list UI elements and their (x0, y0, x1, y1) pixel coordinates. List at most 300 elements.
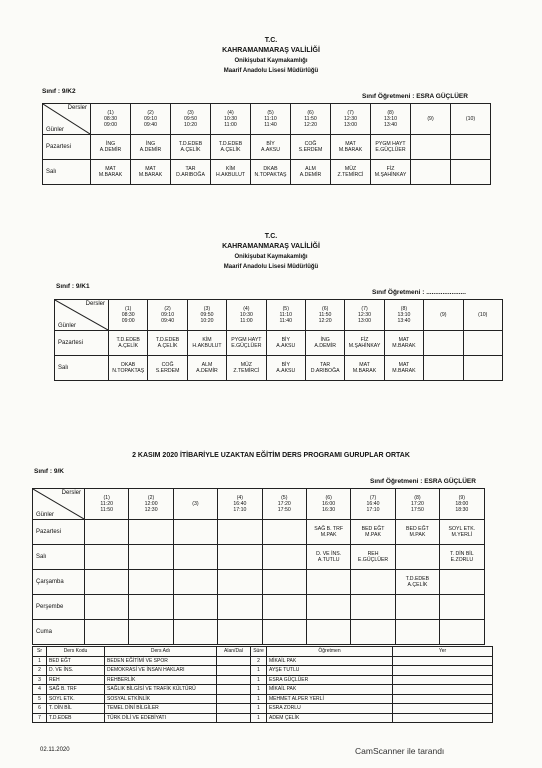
lesson-cell (463, 356, 502, 381)
scanner-watermark: CamScanner ile tarandı (355, 746, 445, 756)
legend-empty-cell (393, 675, 493, 685)
corner-label-lessons: Dersler (67, 105, 87, 111)
lesson-cell (351, 595, 395, 620)
lesson-cell (291, 160, 331, 185)
lesson-cell (371, 135, 411, 160)
lesson-cell (91, 160, 131, 185)
period-start: 09:10 (144, 116, 157, 122)
table-row (33, 685, 493, 695)
legend-teacher: ADEM ÇELİK (267, 713, 393, 723)
legend-teacher: ESRA ZORLU (267, 704, 393, 714)
legend-empty-cell (217, 713, 251, 723)
lesson-cell (306, 545, 350, 570)
teacher-name: H.AKBULUT (215, 172, 246, 178)
lesson-cell (85, 595, 129, 620)
legend-empty-cell (393, 713, 493, 723)
period-start: 12:30 (358, 312, 372, 318)
remote-schedule-table (32, 488, 485, 645)
lesson-code: COĞ (304, 141, 317, 147)
legend-code: D. VE İNS. (47, 666, 105, 676)
period-header (129, 489, 173, 520)
teacher-name: A.DEMİR (139, 147, 162, 153)
lesson-cell (171, 135, 211, 160)
header-district: Onikişubat Kaymakamlığı (234, 254, 308, 260)
course-legend-table (32, 646, 493, 723)
period-end: 11:00 (224, 122, 237, 128)
period-end: 09:00 (104, 122, 117, 128)
lesson-cell (131, 135, 171, 160)
lesson-cell (371, 160, 411, 185)
period-start: 09:10 (161, 312, 175, 318)
lesson-cell (173, 595, 217, 620)
period-end: 18:30 (455, 507, 469, 513)
lesson-cell (187, 331, 226, 356)
lesson-cell (262, 570, 306, 595)
day-name: Cuma (33, 620, 85, 645)
period-header (211, 104, 251, 135)
legend-header-teacher: Öğretmen (267, 647, 393, 657)
lesson-cell (305, 331, 344, 356)
header-corner-cell (43, 104, 91, 135)
lesson-cell (218, 620, 262, 645)
period-header (440, 489, 484, 520)
period-header (351, 489, 395, 520)
lesson-cell (173, 545, 217, 570)
legend-empty-cell (217, 704, 251, 714)
period-end: 13:40 (384, 122, 397, 128)
class-label-k1: Sınıf : 9/K1 (56, 283, 90, 290)
period-start: 11:10 (264, 116, 277, 122)
lesson-cell (440, 520, 484, 545)
day-name: Salı (43, 160, 91, 185)
lesson-code: T.D.EDEB (155, 337, 180, 343)
lesson-cell (266, 331, 305, 356)
lesson-code: BED EĞT (406, 526, 429, 532)
period-n: (1) (125, 306, 132, 312)
legend-code: REH (47, 675, 105, 685)
table-row (33, 545, 485, 570)
lesson-cell (109, 356, 148, 381)
lesson-code: BİY (281, 362, 290, 368)
lesson-code: İNG (145, 141, 156, 147)
period-header (463, 300, 502, 331)
lesson-code: T.D.EDEB (116, 337, 140, 343)
remote-title: 2 KASIM 2020 İTİBARİYLE UZAKTAN EĞİTİM DERS PROGRAMI GURUPLAR ORTAK (132, 452, 410, 459)
teacher-name: E.GÜÇLÜER (231, 343, 262, 349)
class-teacher-k (370, 478, 476, 485)
lesson-cell (345, 356, 384, 381)
lesson-code: REH (367, 551, 379, 557)
legend-header-place: Yer (393, 647, 493, 657)
period-end: 11:40 (279, 318, 293, 324)
teacher-name: E.GÜÇLÜER (357, 557, 389, 563)
teacher-name: S.ERDEM (155, 368, 180, 374)
legend-empty-cell (217, 666, 251, 676)
table-row (43, 160, 491, 185)
legend-name: REHBERLİK (105, 675, 217, 685)
period-n: (9) (458, 495, 465, 501)
lesson-cell (351, 570, 395, 595)
period-start: 10:30 (224, 116, 237, 122)
table-row (33, 713, 493, 723)
header-tc: T.C. (264, 233, 278, 240)
lesson-cell (227, 331, 266, 356)
period-header (345, 300, 384, 331)
table-row (33, 520, 485, 545)
lesson-code: BİY (266, 141, 275, 147)
teacher-name: H.AKBULUT (192, 343, 222, 349)
period-n: (3) (203, 306, 211, 312)
lesson-code: TAR (320, 362, 331, 368)
lesson-cell (171, 160, 211, 185)
class-teacher-caption: Sınıf Öğretmeni : (372, 289, 425, 296)
lesson-cell (262, 620, 306, 645)
period-end: 11:00 (240, 318, 253, 324)
teacher-name: M.ŞAHİNKAY (348, 343, 381, 349)
period-end: 17:50 (277, 507, 291, 513)
period-header (91, 104, 131, 135)
legend-empty-cell (217, 685, 251, 695)
teacher-name: E.ZORLU (450, 557, 474, 563)
header-block-2 (0, 232, 542, 272)
teacher-name: D.ARIBOĞA (176, 172, 205, 178)
lesson-cell (262, 520, 306, 545)
legend-hours: 1 (251, 713, 267, 723)
table-row (33, 694, 493, 704)
period-n: (10) (478, 312, 488, 318)
teacher-name: M.BARAK (98, 172, 123, 178)
period-start: 08:30 (121, 312, 135, 318)
table-row (33, 595, 485, 620)
period-header (306, 489, 350, 520)
legend-sr: 4 (33, 685, 47, 695)
teacher-name: A.DEMİR (196, 368, 218, 374)
lesson-cell (85, 520, 129, 545)
lesson-cell (395, 520, 439, 545)
lesson-cell (395, 620, 439, 645)
lesson-code: İNG (320, 337, 330, 343)
period-n: (7) (361, 306, 368, 312)
lesson-cell (384, 331, 423, 356)
schedule-table-k2 (42, 103, 491, 185)
lesson-code: T.D.EDEB (178, 141, 203, 147)
teacher-name: N.TOPAKTAŞ (112, 368, 145, 374)
legend-empty-cell (393, 704, 493, 714)
lesson-cell (306, 620, 350, 645)
legend-name: SAĞLIK BİLGİSİ VE TRAFİK KÜLTÜRÜ (105, 685, 217, 695)
lesson-cell (440, 620, 484, 645)
period-header (227, 300, 266, 331)
period-start: 18:00 (455, 501, 469, 507)
day-name: Salı (33, 545, 85, 570)
period-end: 09:40 (144, 122, 157, 128)
teacher-name: Z.TEMİRCİ (233, 368, 260, 374)
legend-empty-cell (393, 694, 493, 704)
lesson-cell (262, 595, 306, 620)
period-end: 17:50 (410, 507, 424, 513)
period-start: 17:20 (277, 501, 291, 507)
teacher-name: A.AKSU (260, 147, 281, 153)
header-school: Maarif Anadolu Lisesi Müdürlüğü (223, 68, 319, 74)
period-n: (8) (414, 495, 421, 501)
period-start: 09:50 (184, 116, 197, 122)
lesson-cell (251, 160, 291, 185)
schedule-table-k1 (54, 299, 503, 381)
lesson-code: KİM (225, 166, 236, 172)
class-teacher-name: ESRA GÜÇLÜER (416, 93, 468, 100)
lesson-cell (129, 520, 173, 545)
header-governorship: KAHRAMANMARAŞ VALİLİĞİ (222, 243, 320, 250)
lesson-cell (395, 545, 439, 570)
legend-header-sr: Sr (33, 647, 47, 657)
legend-empty-cell (217, 694, 251, 704)
period-end: 16:30 (322, 507, 336, 513)
lesson-cell (351, 620, 395, 645)
period-start: 08:30 (104, 116, 117, 122)
period-header (85, 489, 129, 520)
legend-name: TEMEL DİNİ BİLGİLER (105, 704, 217, 714)
corner-label-lessons: Dersler (61, 490, 81, 496)
period-header (424, 300, 463, 331)
lesson-cell (395, 595, 439, 620)
legend-name: BEDEN EĞİTİMİ VE SPOR (105, 656, 217, 666)
period-end: 13:00 (358, 318, 372, 324)
lesson-cell (306, 570, 350, 595)
legend-empty-cell (217, 656, 251, 666)
lesson-cell (411, 160, 451, 185)
teacher-name: M.PAK (320, 532, 337, 538)
period-header (266, 300, 305, 331)
lesson-cell (211, 160, 251, 185)
lesson-cell (262, 545, 306, 570)
period-n: (3) (187, 110, 194, 116)
teacher-name: A.DEMİR (299, 172, 322, 178)
lesson-cell (451, 135, 491, 160)
period-header (371, 104, 411, 135)
legend-name: TÜRK DİLİ VE EDEBİYATI (105, 713, 217, 723)
corner-label-days: Günler (46, 127, 65, 133)
lesson-cell (424, 331, 463, 356)
lesson-cell (440, 570, 484, 595)
document-date: 02.11.2020 (40, 747, 70, 753)
lesson-cell (187, 356, 226, 381)
lesson-cell (148, 331, 187, 356)
table-row (43, 135, 491, 160)
legend-header-altdal: Alan/Dal (217, 647, 251, 657)
class-label-k2: Sınıf : 9/K2 (42, 88, 76, 95)
period-header (262, 489, 306, 520)
teacher-name: M.BARAK (392, 343, 416, 349)
lesson-cell (306, 520, 350, 545)
period-header (411, 104, 451, 135)
class-teacher-name: ESRA GÜÇLÜER (424, 478, 476, 485)
header-corner-cell (33, 489, 85, 520)
period-n: (2) (147, 495, 155, 501)
period-n: (7) (369, 495, 377, 501)
period-end: 10:20 (184, 122, 197, 128)
legend-hours: 1 (251, 675, 267, 685)
lesson-cell (129, 570, 173, 595)
lesson-code: T.D.EDEB (218, 141, 243, 147)
legend-sr: 2 (33, 666, 47, 676)
period-n: (5) (281, 495, 288, 501)
teacher-name: A.ÇELİK (118, 343, 139, 349)
lesson-code: KİM (202, 337, 212, 343)
table-row (33, 675, 493, 685)
legend-header-name: Ders Adı (105, 647, 217, 657)
period-end: 17:10 (233, 507, 247, 513)
legend-empty-cell (393, 666, 493, 676)
table-row (55, 356, 503, 381)
period-end: 17:10 (366, 507, 380, 513)
period-n: (7) (347, 110, 354, 116)
lesson-code: MAT (359, 362, 370, 368)
teacher-name: M.YERLİ (451, 532, 473, 538)
lesson-code: D. VE İNS. (316, 551, 342, 557)
legend-empty-cell (393, 685, 493, 695)
header-tc: T.C. (264, 37, 278, 44)
period-start: 11:20 (100, 501, 113, 507)
teacher-name: A.ÇELİK (157, 343, 178, 349)
period-n: (6) (307, 110, 314, 116)
lesson-cell (173, 570, 217, 595)
legend-code: T. DİN BİL (47, 704, 105, 714)
lesson-code: TAR (185, 166, 196, 172)
table-row (33, 620, 485, 645)
teacher-name: E.GÜÇLÜER (375, 147, 406, 153)
period-start: 11:50 (304, 116, 317, 122)
header-governorship: KAHRAMANMARAŞ VALİLİĞİ (222, 47, 320, 54)
legend-code: SOYL ETK. (47, 694, 105, 704)
teacher-name: D.ARIBOĞA (310, 368, 340, 374)
class-teacher-caption: Sınıf Öğretmeni : (362, 93, 415, 100)
table-row (55, 331, 503, 356)
legend-header-hours: Süre (251, 647, 267, 657)
lesson-cell (85, 620, 129, 645)
teacher-name: M.ŞAHİNKAY (374, 172, 407, 178)
period-n: (4) (236, 495, 244, 501)
lesson-cell (109, 331, 148, 356)
teacher-name: A.DEMİR (314, 343, 336, 349)
lesson-code: MAT (398, 337, 410, 343)
legend-hours: 1 (251, 704, 267, 714)
period-header (131, 104, 171, 135)
lesson-code: ALM (305, 166, 316, 172)
period-start: 13:10 (397, 312, 411, 318)
legend-hours: 1 (251, 666, 267, 676)
teacher-name: M.BARAK (338, 147, 363, 153)
lesson-cell (345, 331, 384, 356)
period-end: 09:40 (161, 318, 175, 324)
teacher-name: M.PAK (409, 532, 426, 538)
table-row (33, 570, 485, 595)
period-start: 12:30 (344, 116, 357, 122)
lesson-code: SAĞ B. TRF (314, 526, 344, 532)
period-start: 13:10 (384, 116, 397, 122)
header-block-1 (0, 36, 542, 76)
legend-code: SAĞ B. TRF (47, 685, 105, 695)
lesson-cell (384, 356, 423, 381)
lesson-code: T.D.EDEB (405, 576, 430, 582)
lesson-cell (227, 356, 266, 381)
lesson-cell (411, 135, 451, 160)
lesson-cell (266, 356, 305, 381)
legend-header-code: Ders Kodu (47, 647, 105, 657)
lesson-cell (218, 570, 262, 595)
table-row (33, 704, 493, 714)
legend-teacher: AYŞE TUTLU (267, 666, 393, 676)
teacher-name: A.DEMİR (99, 147, 122, 153)
lesson-code: SOYL ETK. (448, 526, 476, 532)
legend-sr: 5 (33, 694, 47, 704)
period-n: (4) (243, 306, 250, 312)
period-header (395, 489, 439, 520)
corner-label-lessons: Dersler (85, 301, 105, 307)
lesson-cell (85, 570, 129, 595)
lesson-cell (351, 545, 395, 570)
legend-teacher: MİKAİL PAK (267, 656, 393, 666)
period-n: (8) (400, 306, 408, 312)
day-name: Pazartesi (33, 520, 85, 545)
corner-label-days: Günler (58, 323, 77, 329)
class-teacher-k1 (372, 289, 466, 296)
legend-header-row (33, 647, 493, 657)
class-label-k: Sınıf : 9/K (34, 468, 64, 475)
lesson-code: DKAB (263, 166, 278, 172)
lesson-cell (218, 545, 262, 570)
lesson-code: BİY (281, 337, 290, 343)
period-header (451, 104, 491, 135)
legend-sr: 1 (33, 656, 47, 666)
lesson-code: BED EĞT (361, 526, 385, 532)
class-teacher-name: ...................... (426, 289, 466, 296)
teacher-name: M.BARAK (392, 368, 416, 374)
period-start: 12:00 (144, 501, 158, 507)
lesson-cell (251, 135, 291, 160)
period-end: 09:00 (121, 318, 135, 324)
period-start: 16:00 (322, 501, 336, 507)
lesson-cell (91, 135, 131, 160)
table-row (33, 656, 493, 666)
legend-teacher: MİKAİL PAK (267, 685, 393, 695)
teacher-name: A.ÇELİK (180, 147, 201, 153)
period-n: (3) (192, 501, 199, 507)
period-end: 13:00 (344, 122, 357, 128)
period-header (148, 300, 187, 331)
teacher-name: N.TOPAKTAŞ (254, 172, 287, 178)
legend-empty-cell (217, 675, 251, 685)
legend-name: SOSYAL ETKİNLİK (105, 694, 217, 704)
period-header (187, 300, 226, 331)
lesson-cell (440, 545, 484, 570)
lesson-cell (424, 356, 463, 381)
corner-label-days: Günler (36, 512, 55, 518)
class-teacher-k2 (362, 93, 468, 100)
period-start: 16:40 (366, 501, 380, 507)
lesson-cell (395, 570, 439, 595)
period-n: (5) (282, 306, 289, 312)
lesson-code: FİZ (386, 166, 395, 172)
period-header (305, 300, 344, 331)
period-start: 10:30 (239, 312, 253, 318)
lesson-cell (129, 595, 173, 620)
period-n: (8) (387, 110, 394, 116)
teacher-name: S.ERDEM (298, 147, 323, 153)
lesson-cell (331, 135, 371, 160)
day-name: Çarşamba (33, 570, 85, 595)
lesson-code: MAT (105, 166, 116, 172)
teacher-name: A.TUTLU (317, 557, 340, 563)
